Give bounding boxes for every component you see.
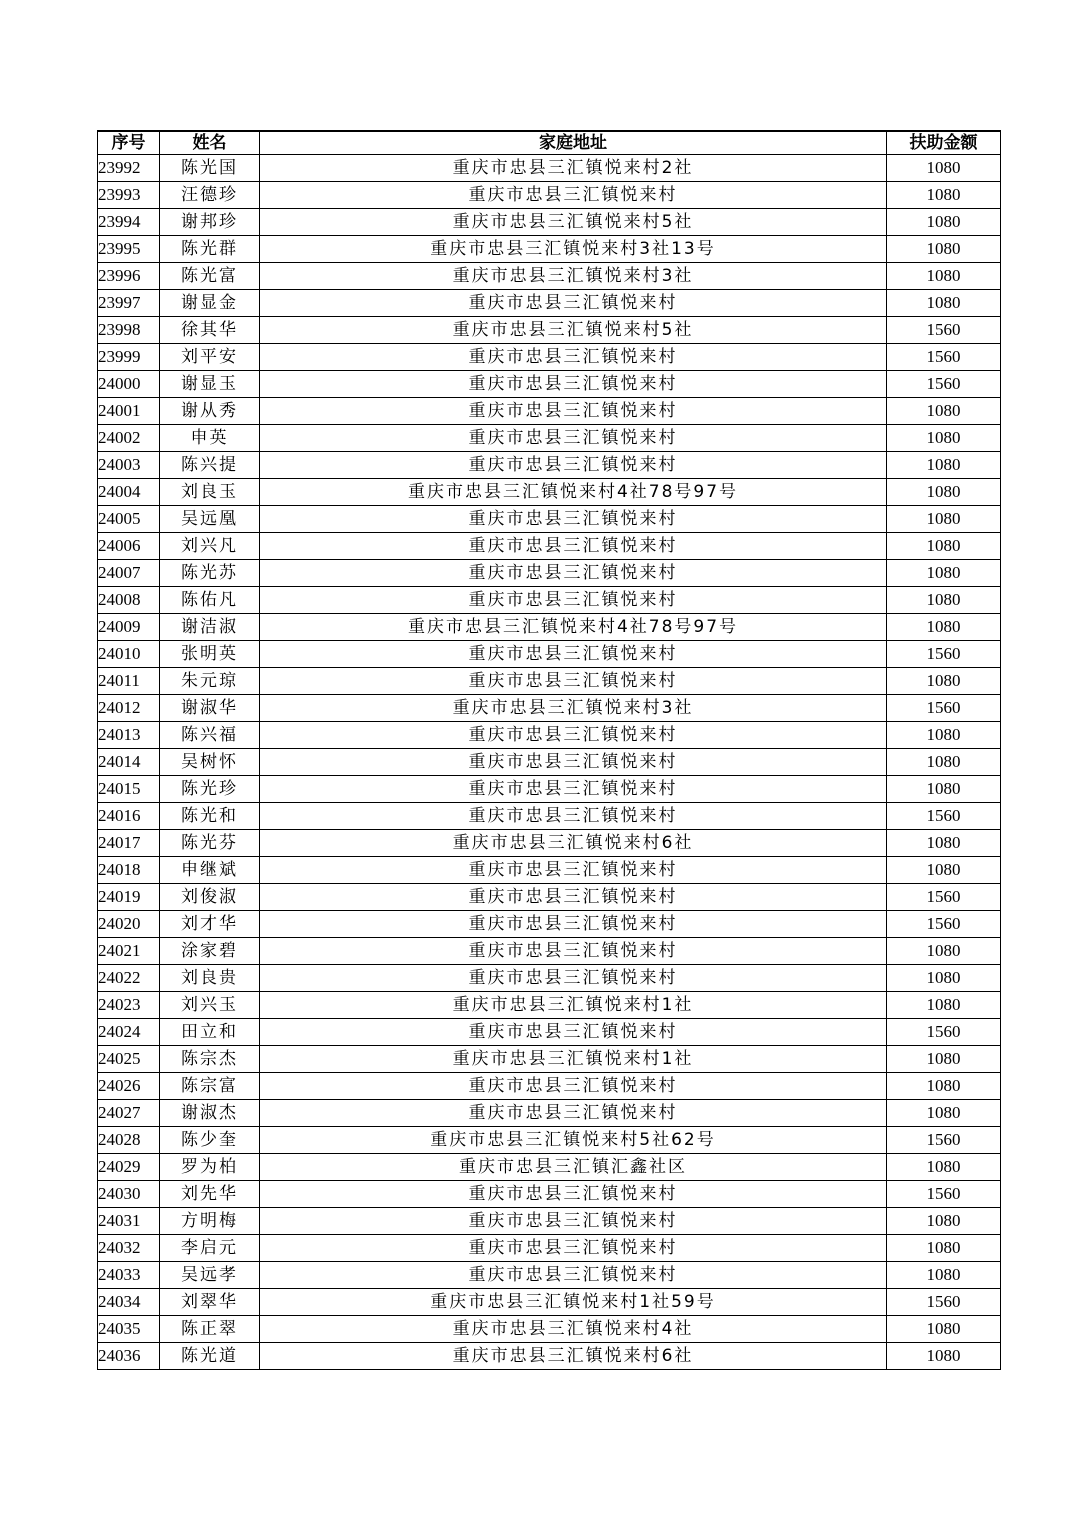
cell-seq: 24012 xyxy=(98,695,160,722)
cell-name: 刘俊淑 xyxy=(160,884,260,911)
table-row xyxy=(98,344,1001,371)
cell-seq: 23995 xyxy=(98,236,160,263)
cell-seq: 24017 xyxy=(98,830,160,857)
cell-seq: 24031 xyxy=(98,1208,160,1235)
cell-seq: 24033 xyxy=(98,1262,160,1289)
cell-name: 刘兴凡 xyxy=(160,533,260,560)
cell-address: 重庆市忠县三汇镇悦来村1社 xyxy=(260,1046,887,1073)
table-row xyxy=(98,425,1001,452)
cell-name: 谢洁淑 xyxy=(160,614,260,641)
cell-address: 重庆市忠县三汇镇悦来村 xyxy=(260,1019,887,1046)
cell-address: 重庆市忠县三汇镇悦来村2社 xyxy=(260,155,887,182)
cell-name: 吴远孝 xyxy=(160,1262,260,1289)
header-seq: 序号 xyxy=(98,131,160,155)
cell-seq: 24030 xyxy=(98,1181,160,1208)
table-row xyxy=(98,533,1001,560)
cell-address: 重庆市忠县三汇镇悦来村 xyxy=(260,560,887,587)
cell-seq: 24003 xyxy=(98,452,160,479)
cell-name: 陈正翠 xyxy=(160,1316,260,1343)
cell-address: 重庆市忠县三汇镇悦来村5社 xyxy=(260,317,887,344)
cell-amount: 1080 xyxy=(887,155,1001,182)
cell-amount: 1560 xyxy=(887,641,1001,668)
cell-name: 陈兴福 xyxy=(160,722,260,749)
cell-amount: 1080 xyxy=(887,857,1001,884)
table-row xyxy=(98,479,1001,506)
cell-address: 重庆市忠县三汇镇悦来村6社 xyxy=(260,830,887,857)
table-row xyxy=(98,1316,1001,1343)
cell-address: 重庆市忠县三汇镇悦来村 xyxy=(260,533,887,560)
cell-name: 陈光芬 xyxy=(160,830,260,857)
cell-seq: 24010 xyxy=(98,641,160,668)
cell-amount: 1080 xyxy=(887,425,1001,452)
cell-address: 重庆市忠县三汇镇悦来村 xyxy=(260,857,887,884)
cell-name: 申英 xyxy=(160,425,260,452)
cell-seq: 24001 xyxy=(98,398,160,425)
table-row xyxy=(98,776,1001,803)
cell-seq: 24004 xyxy=(98,479,160,506)
cell-seq: 24002 xyxy=(98,425,160,452)
cell-amount: 1080 xyxy=(887,749,1001,776)
cell-address: 重庆市忠县三汇镇悦来村4社 xyxy=(260,1316,887,1343)
table-row xyxy=(98,263,1001,290)
cell-address: 重庆市忠县三汇镇悦来村 xyxy=(260,1235,887,1262)
cell-seq: 24032 xyxy=(98,1235,160,1262)
table-row xyxy=(98,317,1001,344)
cell-amount: 1080 xyxy=(887,1154,1001,1181)
table-row xyxy=(98,587,1001,614)
cell-address: 重庆市忠县三汇镇悦来村 xyxy=(260,803,887,830)
cell-amount: 1080 xyxy=(887,1262,1001,1289)
cell-address: 重庆市忠县三汇镇悦来村6社 xyxy=(260,1343,887,1370)
cell-name: 刘平安 xyxy=(160,344,260,371)
cell-amount: 1560 xyxy=(887,911,1001,938)
cell-amount: 1080 xyxy=(887,1046,1001,1073)
cell-seq: 24025 xyxy=(98,1046,160,1073)
table-row xyxy=(98,938,1001,965)
cell-address: 重庆市忠县三汇镇悦来村 xyxy=(260,911,887,938)
cell-name: 谢显玉 xyxy=(160,371,260,398)
cell-seq: 24018 xyxy=(98,857,160,884)
cell-seq: 24028 xyxy=(98,1127,160,1154)
cell-name: 刘良玉 xyxy=(160,479,260,506)
cell-seq: 24014 xyxy=(98,749,160,776)
table-row xyxy=(98,641,1001,668)
cell-amount: 1080 xyxy=(887,830,1001,857)
cell-name: 陈宗富 xyxy=(160,1073,260,1100)
cell-address: 重庆市忠县三汇镇悦来村 xyxy=(260,371,887,398)
table-row xyxy=(98,155,1001,182)
table-row xyxy=(98,506,1001,533)
cell-name: 谢从秀 xyxy=(160,398,260,425)
cell-amount: 1080 xyxy=(887,587,1001,614)
cell-amount: 1560 xyxy=(887,371,1001,398)
cell-seq: 24011 xyxy=(98,668,160,695)
table-row xyxy=(98,614,1001,641)
cell-amount: 1560 xyxy=(887,803,1001,830)
cell-name: 陈光珍 xyxy=(160,776,260,803)
cell-address: 重庆市忠县三汇镇悦来村 xyxy=(260,776,887,803)
cell-address: 重庆市忠县三汇镇悦来村 xyxy=(260,1100,887,1127)
cell-address: 重庆市忠县三汇镇悦来村3社 xyxy=(260,263,887,290)
cell-amount: 1080 xyxy=(887,560,1001,587)
table-row xyxy=(98,1100,1001,1127)
cell-address: 重庆市忠县三汇镇悦来村 xyxy=(260,668,887,695)
cell-amount: 1080 xyxy=(887,290,1001,317)
cell-amount: 1080 xyxy=(887,209,1001,236)
table-row xyxy=(98,452,1001,479)
cell-amount: 1560 xyxy=(887,884,1001,911)
cell-name: 罗为柏 xyxy=(160,1154,260,1181)
cell-seq: 23997 xyxy=(98,290,160,317)
table-row xyxy=(98,1235,1001,1262)
cell-name: 谢邦珍 xyxy=(160,209,260,236)
cell-address: 重庆市忠县三汇镇悦来村 xyxy=(260,965,887,992)
cell-seq: 24007 xyxy=(98,560,160,587)
cell-seq: 24013 xyxy=(98,722,160,749)
table-row xyxy=(98,1181,1001,1208)
cell-address: 重庆市忠县三汇镇悦来村 xyxy=(260,722,887,749)
cell-seq: 24019 xyxy=(98,884,160,911)
table-header xyxy=(98,131,1001,155)
cell-address: 重庆市忠县三汇镇汇鑫社区 xyxy=(260,1154,887,1181)
header-address: 家庭地址 xyxy=(260,131,887,155)
cell-name: 谢淑华 xyxy=(160,695,260,722)
cell-seq: 24005 xyxy=(98,506,160,533)
cell-address: 重庆市忠县三汇镇悦来村 xyxy=(260,1073,887,1100)
cell-amount: 1560 xyxy=(887,317,1001,344)
table-body xyxy=(98,155,1001,1370)
cell-seq: 24009 xyxy=(98,614,160,641)
cell-address: 重庆市忠县三汇镇悦来村1社59号 xyxy=(260,1289,887,1316)
cell-amount: 1080 xyxy=(887,614,1001,641)
cell-amount: 1080 xyxy=(887,398,1001,425)
cell-amount: 1080 xyxy=(887,452,1001,479)
cell-seq: 24026 xyxy=(98,1073,160,1100)
cell-amount: 1560 xyxy=(887,1127,1001,1154)
table-row xyxy=(98,992,1001,1019)
table-row xyxy=(98,911,1001,938)
table-row xyxy=(98,290,1001,317)
cell-amount: 1080 xyxy=(887,722,1001,749)
cell-address: 重庆市忠县三汇镇悦来村 xyxy=(260,938,887,965)
cell-name: 陈少奎 xyxy=(160,1127,260,1154)
cell-amount: 1080 xyxy=(887,1343,1001,1370)
table-row xyxy=(98,830,1001,857)
cell-name: 朱元琼 xyxy=(160,668,260,695)
table-row xyxy=(98,965,1001,992)
cell-address: 重庆市忠县三汇镇悦来村3社 xyxy=(260,695,887,722)
cell-address: 重庆市忠县三汇镇悦来村 xyxy=(260,1262,887,1289)
cell-address: 重庆市忠县三汇镇悦来村4社78号97号 xyxy=(260,614,887,641)
table-row xyxy=(98,1154,1001,1181)
cell-address: 重庆市忠县三汇镇悦来村1社 xyxy=(260,992,887,1019)
cell-seq: 23998 xyxy=(98,317,160,344)
table-row xyxy=(98,884,1001,911)
cell-address: 重庆市忠县三汇镇悦来村 xyxy=(260,344,887,371)
cell-amount: 1080 xyxy=(887,263,1001,290)
cell-name: 张明英 xyxy=(160,641,260,668)
cell-address: 重庆市忠县三汇镇悦来村 xyxy=(260,884,887,911)
cell-amount: 1080 xyxy=(887,965,1001,992)
cell-seq: 24022 xyxy=(98,965,160,992)
cell-amount: 1080 xyxy=(887,1316,1001,1343)
cell-seq: 24020 xyxy=(98,911,160,938)
cell-seq: 23996 xyxy=(98,263,160,290)
table-row xyxy=(98,1208,1001,1235)
table-row xyxy=(98,236,1001,263)
table-row xyxy=(98,1019,1001,1046)
cell-address: 重庆市忠县三汇镇悦来村 xyxy=(260,641,887,668)
cell-name: 申继斌 xyxy=(160,857,260,884)
table-row xyxy=(98,1289,1001,1316)
cell-address: 重庆市忠县三汇镇悦来村 xyxy=(260,398,887,425)
cell-address: 重庆市忠县三汇镇悦来村 xyxy=(260,452,887,479)
cell-seq: 23999 xyxy=(98,344,160,371)
cell-seq: 23994 xyxy=(98,209,160,236)
cell-amount: 1080 xyxy=(887,1073,1001,1100)
cell-name: 陈光和 xyxy=(160,803,260,830)
cell-amount: 1080 xyxy=(887,1235,1001,1262)
cell-name: 李启元 xyxy=(160,1235,260,1262)
table-row xyxy=(98,803,1001,830)
cell-seq: 24000 xyxy=(98,371,160,398)
table-row xyxy=(98,668,1001,695)
cell-name: 方明梅 xyxy=(160,1208,260,1235)
cell-amount: 1080 xyxy=(887,668,1001,695)
cell-seq: 24035 xyxy=(98,1316,160,1343)
header-amount: 扶助金额 xyxy=(887,131,1001,155)
table-row xyxy=(98,749,1001,776)
table-row xyxy=(98,371,1001,398)
cell-name: 陈兴提 xyxy=(160,452,260,479)
header-row xyxy=(98,131,1001,155)
cell-seq: 24021 xyxy=(98,938,160,965)
cell-name: 汪德珍 xyxy=(160,182,260,209)
cell-amount: 1560 xyxy=(887,1181,1001,1208)
header-name: 姓名 xyxy=(160,131,260,155)
table-row xyxy=(98,398,1001,425)
table-row xyxy=(98,1046,1001,1073)
cell-seq: 24029 xyxy=(98,1154,160,1181)
cell-name: 刘才华 xyxy=(160,911,260,938)
cell-address: 重庆市忠县三汇镇悦来村 xyxy=(260,587,887,614)
cell-amount: 1080 xyxy=(887,182,1001,209)
cell-address: 重庆市忠县三汇镇悦来村 xyxy=(260,1208,887,1235)
cell-address: 重庆市忠县三汇镇悦来村3社13号 xyxy=(260,236,887,263)
cell-name: 刘先华 xyxy=(160,1181,260,1208)
cell-amount: 1080 xyxy=(887,506,1001,533)
cell-name: 陈佑凡 xyxy=(160,587,260,614)
table-row xyxy=(98,1262,1001,1289)
cell-amount: 1560 xyxy=(887,695,1001,722)
table-row xyxy=(98,209,1001,236)
cell-amount: 1080 xyxy=(887,479,1001,506)
cell-seq: 24027 xyxy=(98,1100,160,1127)
cell-address: 重庆市忠县三汇镇悦来村 xyxy=(260,425,887,452)
cell-amount: 1560 xyxy=(887,1019,1001,1046)
table-row xyxy=(98,560,1001,587)
table-row xyxy=(98,695,1001,722)
cell-name: 田立和 xyxy=(160,1019,260,1046)
table-row xyxy=(98,722,1001,749)
cell-amount: 1080 xyxy=(887,533,1001,560)
cell-address: 重庆市忠县三汇镇悦来村 xyxy=(260,182,887,209)
cell-name: 陈光富 xyxy=(160,263,260,290)
cell-seq: 24006 xyxy=(98,533,160,560)
table-row xyxy=(98,857,1001,884)
cell-seq: 23993 xyxy=(98,182,160,209)
table-row xyxy=(98,1127,1001,1154)
cell-address: 重庆市忠县三汇镇悦来村5社62号 xyxy=(260,1127,887,1154)
cell-amount: 1080 xyxy=(887,1100,1001,1127)
cell-seq: 24023 xyxy=(98,992,160,1019)
cell-name: 陈光道 xyxy=(160,1343,260,1370)
cell-seq: 24034 xyxy=(98,1289,160,1316)
cell-name: 陈宗杰 xyxy=(160,1046,260,1073)
cell-amount: 1080 xyxy=(887,776,1001,803)
cell-address: 重庆市忠县三汇镇悦来村 xyxy=(260,506,887,533)
cell-name: 刘翠华 xyxy=(160,1289,260,1316)
cell-address: 重庆市忠县三汇镇悦来村 xyxy=(260,290,887,317)
cell-address: 重庆市忠县三汇镇悦来村 xyxy=(260,1181,887,1208)
cell-seq: 24036 xyxy=(98,1343,160,1370)
cell-address: 重庆市忠县三汇镇悦来村5社 xyxy=(260,209,887,236)
cell-name: 陈光群 xyxy=(160,236,260,263)
cell-seq: 24008 xyxy=(98,587,160,614)
cell-name: 刘兴玉 xyxy=(160,992,260,1019)
cell-amount: 1080 xyxy=(887,992,1001,1019)
cell-amount: 1560 xyxy=(887,1289,1001,1316)
cell-name: 吴远凰 xyxy=(160,506,260,533)
subsidy-table xyxy=(97,130,1001,1370)
cell-amount: 1560 xyxy=(887,344,1001,371)
cell-address: 重庆市忠县三汇镇悦来村 xyxy=(260,749,887,776)
cell-name: 谢显金 xyxy=(160,290,260,317)
table-row xyxy=(98,182,1001,209)
cell-name: 谢淑杰 xyxy=(160,1100,260,1127)
cell-name: 陈光苏 xyxy=(160,560,260,587)
table-row xyxy=(98,1343,1001,1370)
cell-seq: 23992 xyxy=(98,155,160,182)
cell-name: 陈光国 xyxy=(160,155,260,182)
cell-amount: 1080 xyxy=(887,236,1001,263)
cell-address: 重庆市忠县三汇镇悦来村4社78号97号 xyxy=(260,479,887,506)
cell-seq: 24015 xyxy=(98,776,160,803)
cell-name: 吴树怀 xyxy=(160,749,260,776)
table-row xyxy=(98,1073,1001,1100)
cell-amount: 1080 xyxy=(887,938,1001,965)
cell-seq: 24024 xyxy=(98,1019,160,1046)
cell-name: 涂家碧 xyxy=(160,938,260,965)
cell-amount: 1080 xyxy=(887,1208,1001,1235)
cell-name: 徐其华 xyxy=(160,317,260,344)
cell-seq: 24016 xyxy=(98,803,160,830)
cell-name: 刘良贵 xyxy=(160,965,260,992)
